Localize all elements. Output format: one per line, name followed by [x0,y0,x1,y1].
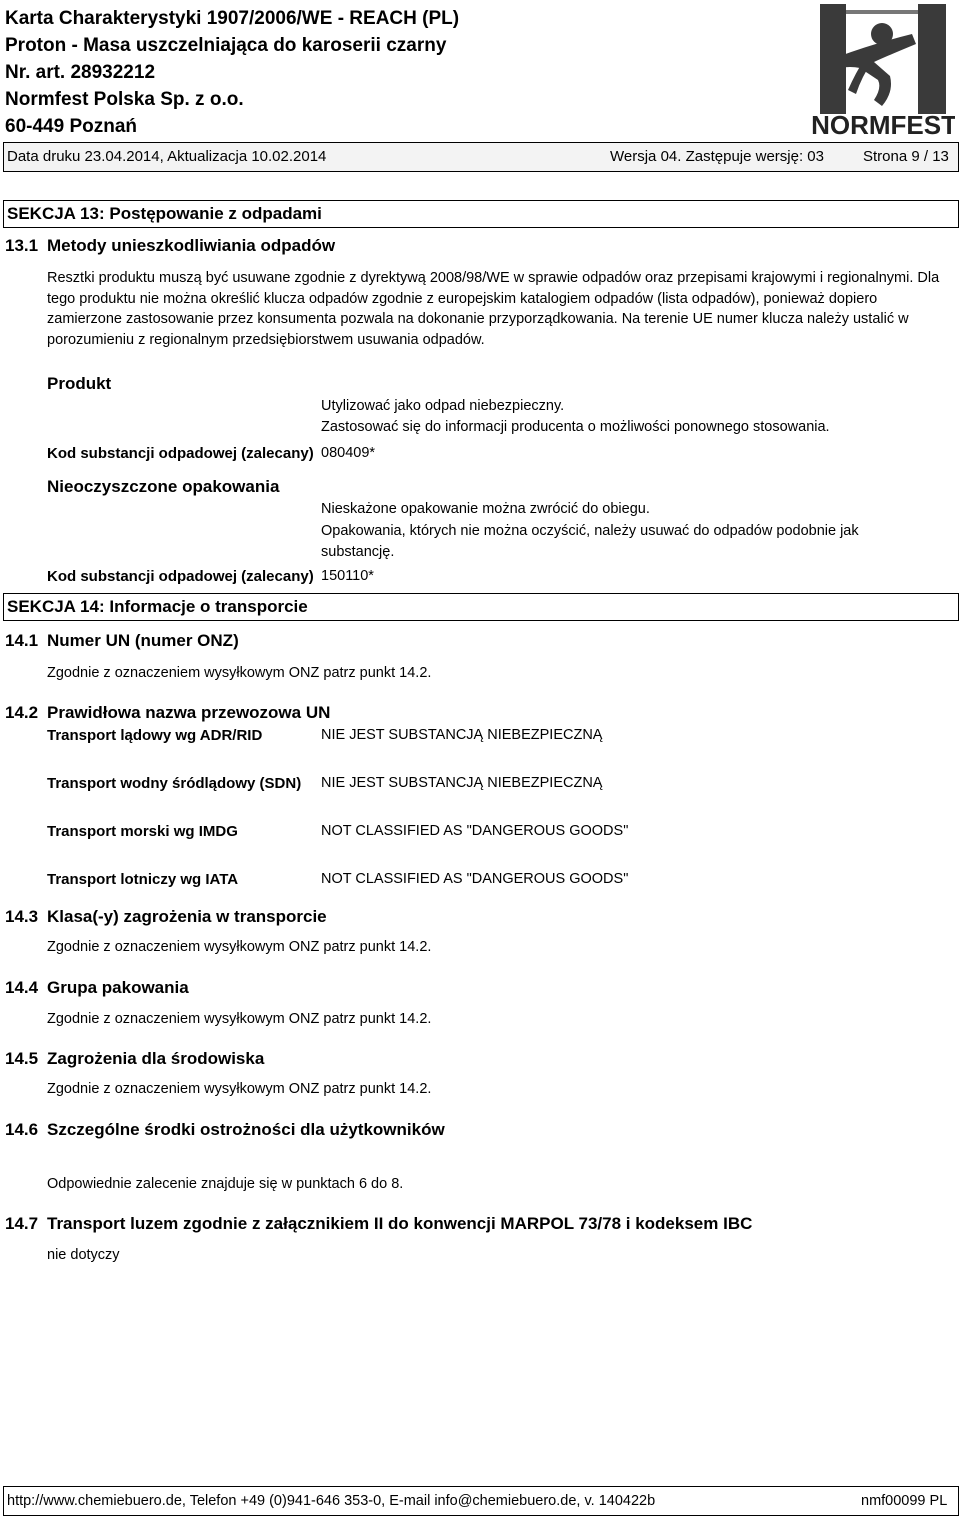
footer-code: nmf00099 PL [861,1493,948,1509]
version-info: Wersja 04. Zastępuje wersję: 03 [610,148,824,165]
sub-13-1-number: 13.1 [5,236,39,255]
sub-14-4-title: Grupa pakowania [47,978,189,997]
sub-14-3-text: Zgodnie z oznaczeniem wysyłkowym ONZ patrz punkt 14.2. [47,939,432,955]
transport-row-label: Transport morski wg IMDG [47,823,238,840]
sub-14-2-number: 14.2 [5,703,39,722]
sub-14-1-text: Zgodnie z oznaczeniem wysyłkowym ONZ patrz punkt 14.2. [47,665,432,681]
page-footer [3,1486,959,1516]
sub-14-5-title: Zagrożenia dla środowiska [47,1049,265,1068]
sub-14-4-number: 14.4 [5,978,39,997]
uncleaned-text-1: Nieskażone opakowanie można zwrócić do obiegu. [321,501,650,517]
sub-14-2-title: Prawidłowa nazwa przewozowa UN [47,703,331,722]
uncleaned-text-2: Opakowania, których nie można oczyścić, należy usuwać do odpadów podobnie jak substancję. [321,523,859,560]
sub-14-7-title: Transport luzem zgodnie z załącznikiem II do konwencji MARPOL 73/78 i kodeksem IBC [47,1214,753,1233]
product-name: Proton - Masa uszczelniająca do karoserii czarny [5,35,447,56]
sub-14-6-number: 14.6 [5,1120,39,1139]
section-13-header [3,200,959,228]
waste-code-label: Kod substancji odpadowej (zalecany) [47,445,314,462]
sub-13-1-title: Metody unieszkodliwiania odpadów [47,236,336,255]
sub-14-3-title: Klasa(-y) zagrożenia w transporcie [47,907,327,926]
company-name: Normfest Polska Sp. z o.o. [5,89,244,110]
transport-row-label: Transport wodny śródlądowy (SDN) [47,775,302,792]
section-14-header [3,593,959,621]
waste-code-label-2: Kod substancji odpadowej (zalecany) [47,568,314,585]
footer-contact: http://www.chemiebuero.de, Telefon +49 (0)941-646 353-0, E-mail info@chemiebuero.de, v. 140422b [7,1493,656,1509]
sub-14-1-title: Numer UN (numer ONZ) [47,631,239,650]
waste-code-value: 080409* [321,445,376,461]
document-title: Karta Charakterystyki 1907/2006/WE - REACH (PL) [5,8,460,29]
section-14-title: SEKCJA 14: Informacje o transporcie [7,597,308,616]
page-number: Strona 9 / 13 [863,148,949,165]
sub-14-1-number: 14.1 [5,631,39,650]
sub-14-5-text: Zgodnie z oznaczeniem wysyłkowym ONZ patrz punkt 14.2. [47,1081,432,1097]
sub-14-6-title: Szczególne środki ostrożności dla użytkowników [47,1120,445,1139]
produkt-text-2: Zastosować się do informacji producenta o możliwości ponownego stosowania. [321,419,830,435]
sub-14-5-number: 14.5 [5,1049,39,1068]
sub-14-7-text: nie dotyczy [47,1247,120,1263]
transport-row-label: Transport lądowy wg ADR/RID [47,727,263,744]
sub-14-4-text: Zgodnie z oznaczeniem wysyłkowym ONZ patrz punkt 14.2. [47,1011,432,1027]
produkt-label: Produkt [47,374,112,393]
produkt-text-1: Utylizować jako odpad niebezpieczny. [321,398,565,414]
transport-row-value: NOT CLASSIFIED AS "DANGEROUS GOODS" [321,871,629,887]
waste-code-value-2: 150110* [321,568,374,584]
transport-row-value: NIE JEST SUBSTANCJĄ NIEBEZPIECZNĄ [321,775,603,791]
sub-14-6-text: Odpowiednie zalecenie znajduje się w punktach 6 do 8. [47,1176,404,1192]
disposal-paragraph: Resztki produktu muszą być usuwane zgodnie z dyrektywą 2008/98/WE w sprawie odpadów oraz przepisami krajowymi i regionalnymi. Dla tego produktu nie można określić klucza odpadów zgodnie z europejskim katalogiem odpadów (lista odpadów), ponieważ dopiero zamierzone zastosowanie przez konsumenta pozwala na dokonanie przyporządkowania. Na terenie UE numer klucza należy ustalić w porozumieniu z regionalnym przedsiębiorstwem usuwania odpadów. [47,270,940,348]
print-info-bar [3,142,959,172]
svg-text:NORMFEST: NORMFEST [812,110,955,138]
sub-14-3-number: 14.3 [5,907,39,926]
normfest-logo [812,4,955,138]
company-city: 60-449 Poznań [5,116,137,137]
print-date: Data druku 23.04.2014, Aktualizacja 10.02.2014 [7,148,327,165]
uncleaned-packaging-label: Nieoczyszczone opakowania [47,477,280,496]
sub-14-7-number: 14.7 [5,1214,39,1233]
transport-row-label: Transport lotniczy wg IATA [47,871,239,888]
article-number: Nr. art. 28932212 [5,62,156,83]
section-13-title: SEKCJA 13: Postępowanie z odpadami [7,204,322,223]
transport-row-value: NOT CLASSIFIED AS "DANGEROUS GOODS" [321,823,629,839]
transport-row-value: NIE JEST SUBSTANCJĄ NIEBEZPIECZNĄ [321,727,603,743]
